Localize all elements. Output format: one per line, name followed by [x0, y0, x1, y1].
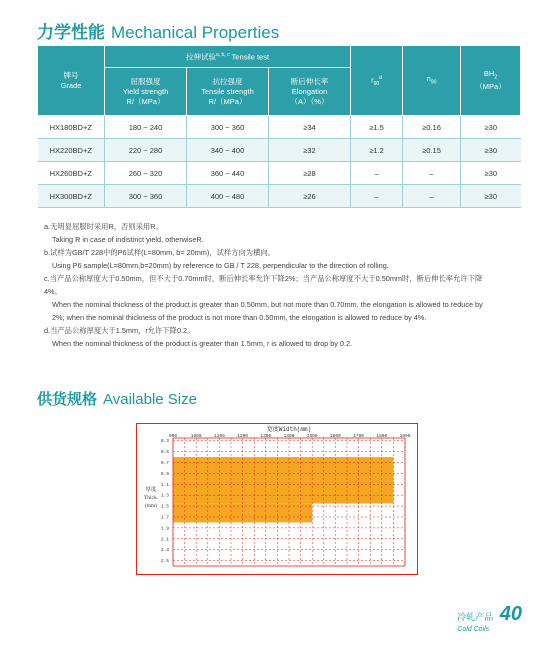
header-tensile-strength: 抗拉强度 Tensile strength R/（MPa）: [187, 68, 269, 116]
y-tick-label: 1.1: [160, 482, 169, 488]
table-row: HX260BD+Z 260 ~ 320 360 ~ 440 ≥28 – – ≥30: [38, 162, 521, 185]
y-tick-label: 1.9: [160, 526, 169, 532]
footnotes: [44, 220, 494, 350]
y-tick-label: 1.3: [160, 493, 169, 499]
section-title-mechanical: [37, 18, 279, 43]
x-tick-label: 1300: [260, 434, 272, 439]
table-row: HX300BD+Z 300 ~ 360 400 ~ 480 ≥26 – – ≥30: [38, 185, 521, 208]
x-tick-label: 1100: [213, 434, 225, 439]
x-tick-label: 1900: [399, 434, 411, 439]
x-tick-label: 900: [168, 434, 178, 439]
x-tick-label: 1500: [306, 434, 318, 439]
note-b-cn: b.试样为GB/T 228中的P6试样(L=80mm, b= 20mm)，试样方向为横向。: [44, 248, 275, 257]
x-axis-title: 宽度Width(mm): [266, 426, 312, 433]
note-b-en: Using P6 sample(L=80mm,b=20mm) by reference to GB / T 228, perpendicular to the direction of rolling.: [52, 261, 389, 270]
available-size-chart-frame: [136, 423, 418, 575]
y-axis-title-unit: (mm): [144, 503, 158, 509]
footer-cn: 冷轧产品: [457, 612, 494, 622]
page-number: 40: [499, 603, 522, 625]
y-tick-label: 2.1: [160, 537, 169, 543]
y-tick-label: 2.3: [160, 548, 169, 554]
table-row: HX180BD+Z 180 ~ 240 300 ~ 360 ≥34 ≥1.5 ≥0.16 ≥30: [38, 116, 521, 139]
note-d-en: When the nominal thickness of the product is greater than 1.5mm, r is allowed to drop by 0.2.: [52, 339, 353, 348]
header-tensile-test: 拉伸试验$^{a, b, c}$ Tensile test: [105, 46, 351, 68]
x-tick-label: 1200: [237, 434, 249, 439]
y-tick-label: 0.5: [160, 450, 169, 456]
header-r90: $r_{90}^d$: [351, 46, 403, 116]
x-tick-label: 1700: [353, 434, 365, 439]
header-n90: $n_{90}$: [403, 46, 461, 116]
y-tick-label: 0.3: [160, 439, 169, 445]
y-axis-title-en: Thick.: [143, 495, 159, 501]
x-tick-label: 1800: [376, 434, 388, 439]
note-c-en: When the nominal thickness of the product is greater than 0.50mm, but not more than 0.70mm, the elongation is allowed to reduce by 2%; when the nominal thickness of the product is not more than 0.50mm, the elongation is allowed to reduce by 4%.: [52, 300, 483, 322]
y-tick-label: 1.7: [160, 515, 169, 521]
section-title-cn: 供货规格: [37, 391, 98, 408]
section-title-en: Mechanical Properties: [111, 23, 280, 42]
y-tick-label: 2.5: [160, 559, 169, 565]
section-title-en: Available Size: [103, 391, 197, 408]
page-footer: [457, 603, 522, 633]
header-yield-strength: 屈服强度 Yield strength R/（MPa）: [105, 68, 187, 116]
x-tick-label: 1400: [283, 434, 295, 439]
footer-en: Cold Coils: [457, 626, 490, 633]
available-region: [173, 457, 393, 503]
y-tick-label: 0.7: [160, 461, 169, 467]
section-title-available-size: [37, 388, 197, 409]
mechanical-properties-table: [37, 45, 521, 208]
header-grade: 牌号 Grade: [38, 46, 105, 116]
x-tick-label: 1000: [190, 434, 202, 439]
y-tick-label: 1.5: [160, 504, 169, 510]
note-a-en: Taking R in case of indistinct yield, otherwiseR.: [52, 235, 204, 244]
header-bh2: $BH_2$ （MPa）: [461, 46, 521, 116]
header-elongation: 断后伸长率 Elongation （A）（%）: [269, 68, 351, 116]
y-tick-label: 0.9: [160, 471, 169, 477]
note-d-cn: d.当产品公称厚度大于1.5mm，r允许下降0.2。: [44, 326, 195, 335]
x-tick-label: 1600: [329, 434, 341, 439]
note-c-cn: c.当产品公称厚度大于0.50mm，但不大于0.70mm时，断后伸长率允许下降2%；当产品公称厚度不大于0.50mm时，断后伸长率允许下降4%。: [44, 274, 483, 296]
available-size-chart: [137, 424, 417, 574]
y-axis-title-cn: 厚度: [145, 487, 157, 493]
table-row: HX220BD+Z 220 ~ 280 340 ~ 400 ≥32 ≥1.2 ≥0.15 ≥30: [38, 139, 521, 162]
note-a-cn: a.无明显屈服时采用R，否则采用R。: [44, 222, 163, 231]
section-title-cn: 力学性能: [37, 23, 105, 42]
